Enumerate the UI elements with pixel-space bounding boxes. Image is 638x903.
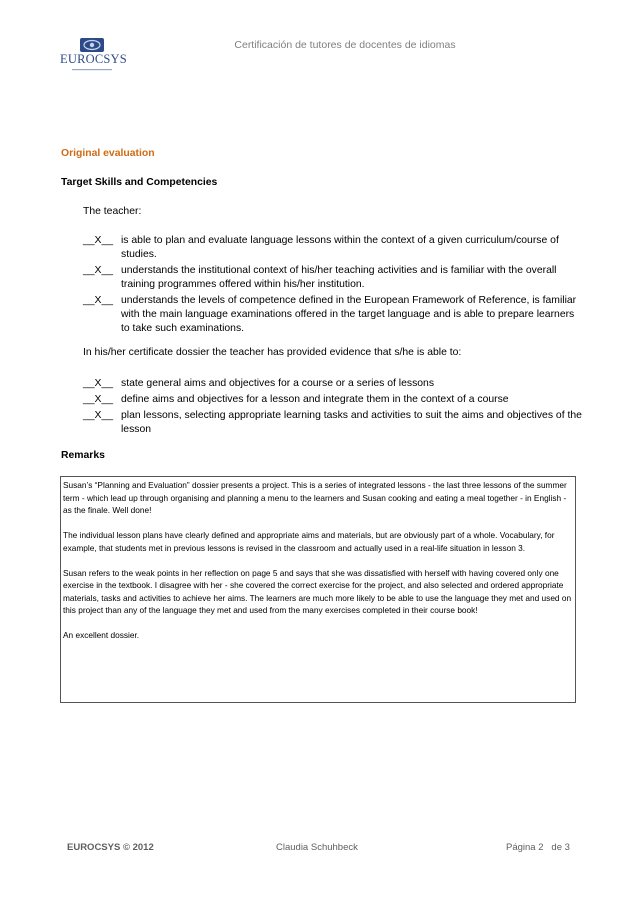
logo-wordmark: EUROCSYS	[60, 52, 127, 66]
logo-tagline-mark	[60, 68, 124, 73]
remarks-heading: Remarks	[61, 450, 105, 461]
skill-text: is able to plan and evaluate language lessons within the context of a given curriculum/course of studies.	[121, 235, 559, 260]
evidence-item	[83, 393, 583, 407]
checkbox-mark: __X__	[83, 394, 114, 405]
teacher-intro: The teacher:	[83, 206, 142, 217]
skill-text: understands the levels of competence defined in the European Framework of Reference, is familiar with the main language examinations offered in the target language and is able to prepare learners to take such examinations.	[121, 295, 577, 334]
remarks-paragraph: An excellent dossier.	[63, 630, 140, 640]
remarks-paragraph: The individual lesson plans have clearly defined and appropriate aims and materials, but are obviously part of a whole. Vocabulary, for example, that students met in previous lessons is revised in the classroom and actually used in a real-life situation in lesson 3.	[63, 530, 555, 553]
checkbox-mark: __X__	[83, 265, 114, 276]
remarks-box	[60, 476, 576, 703]
skill-item	[83, 264, 583, 292]
header-title: Certificación de tutores de docentes de idiomas	[234, 39, 456, 51]
evidence-text: state general aims and objectives for a course or a series of lessons	[121, 378, 435, 389]
remarks-paragraph: Susan’s “Planning and Evaluation” dossier presents a project. This is a series of integrated lessons - the last three lessons of the summer term - which lead up through organising and planning a menu to the learners and Susan cooking and eating a meal together - in English - as the finale. Well done!	[63, 480, 567, 515]
target-skills-heading: Target Skills and Competencies	[61, 177, 218, 188]
checkbox-mark: __X__	[83, 295, 114, 306]
evidence-text: define aims and objectives for a lesson and integrate them in the context of a course	[121, 394, 509, 405]
skill-item	[83, 294, 583, 336]
skill-item	[83, 234, 583, 262]
evidence-item	[83, 377, 583, 391]
evidence-text: plan lessons, selecting appropriate learning tasks and activities to suit the aims and objectives of the lesson	[121, 410, 582, 435]
skill-text: understands the institutional context of his/her teaching activities and is familiar with the overall training programmes offered within his/her institution.	[121, 265, 557, 290]
checkbox-mark: __X__	[83, 235, 114, 246]
evidence-item	[83, 409, 583, 437]
original-evaluation-heading: Original evaluation	[61, 148, 155, 159]
footer-author: Claudia Schuhbeck	[276, 842, 358, 853]
checkbox-mark: __X__	[83, 410, 114, 421]
footer-copyright: EUROCSYS © 2012	[67, 842, 154, 853]
skills-list	[83, 234, 583, 338]
evidence-list	[83, 377, 583, 439]
remarks-paragraph: Susan refers to the weak points in her reflection on page 5 and says that she was dissatisfied with herself with having covered only one exercise in the textbook. I disagree with her - she covered the correct exercise for the project, and also selected and ordered appropriate materials, tasks and activities to achieve her aims. The learners are much more likely to be able to use the language they met and used on this project than any of the language they met and used from the many exercises completed in their course book!	[63, 567, 572, 615]
evidence-intro: In his/her certificate dossier the teacher has provided evidence that s/he is able to:	[83, 347, 462, 358]
footer-page-number: Página 2 de 3	[506, 842, 570, 853]
checkbox-mark: __X__	[83, 378, 114, 389]
